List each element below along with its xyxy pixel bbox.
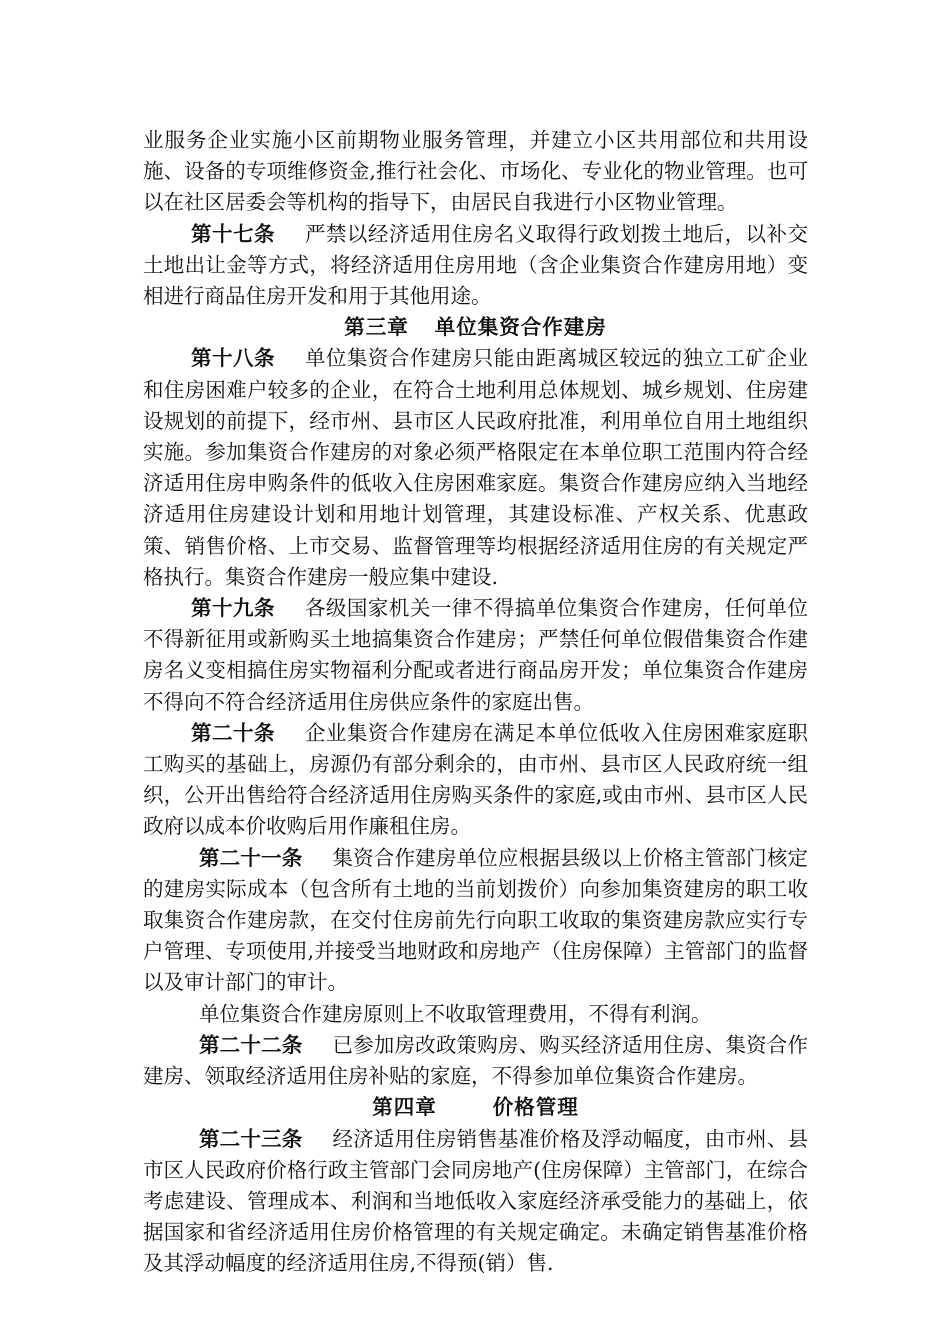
article-18-title: 第十八条 (191, 346, 275, 371)
article-18 (143, 343, 808, 593)
article-20-text: 企业集资合作建房在满足本单位低收入住房困难家庭职工购买的基础上，房源仍有部分剩余的，由市州、县市区人民政府统一组织，公开出售给符合经济适用住房购买条件的家庭,或由市州、县市区人民政府以成本价收购后用作廉租住房。 (143, 720, 809, 839)
article-20-title: 第二十条 (191, 720, 275, 745)
chapter-4-number: 第四章 (372, 1095, 437, 1120)
article-17-title: 第十七条 (191, 221, 275, 246)
article-20 (143, 718, 808, 843)
document-page (143, 125, 808, 1280)
chapter-3-number: 第三章 (344, 315, 409, 340)
article-19 (143, 593, 808, 718)
article-23-title: 第二十三条 (199, 1126, 303, 1151)
article-22-text: 已参加房改政策购房、购买经济适用住房、集资合作建房、领取经济适用住房补贴的家庭，不得参加单位集资合作建房。 (143, 1032, 809, 1089)
article-19-title: 第十九条 (191, 596, 275, 621)
chapter-4-title: 价格管理 (492, 1095, 579, 1120)
article-21-title: 第二十一条 (199, 845, 303, 870)
chapter-4-heading (143, 1092, 808, 1123)
article-23 (143, 1124, 808, 1280)
article-23-text: 经济适用住房销售基准价格及浮动幅度，由市州、县市区人民政府价格行政主管部门会同房地产(住房保障）主管部门，在综合考虑建设、管理成本、利润和当地低收入家庭经济承受能力的基础上，依据国家和省经济适用住房价格管理的有关规定确定。未确定销售基准价格及其浮动幅度的经济适用住房,不得预(销）售. (143, 1126, 809, 1276)
article-21-paragraph-2: 单位集资合作建房原则上不收取管理费用，不得有利润。 (199, 1001, 712, 1026)
article-17-text: 严禁以经济适用住房名义取得行政划拨土地后，以补交土地出让金等方式，将经济适用住房用地（含企业集资合作建房用地）变相进行商品住房开发和用于其他用途。 (143, 221, 809, 309)
article-22 (143, 1030, 808, 1092)
article-18-text: 单位集资合作建房只能由距离城区较远的独立工矿企业和住房困难户较多的企业，在符合土地利用总体规划、城乡规划、住房建设规划的前提下，经市州、县市区人民政府批准，利用单位自用土地组织实施。参加集资合作建房的对象必须严格限定在本单位职工范围内符合经济适用住房申购条件的低收入住房困难家庭。集资合作建房应纳入当地经济适用住房建设计划和用地计划管理，其建设标准、产权关系、优惠政策、销售价格、上市交易、监督管理等均根据经济适用住房的有关规定严格执行。集资合作建房一般应集中建设. (143, 346, 809, 589)
chapter-3-heading (143, 312, 808, 343)
article-17 (143, 219, 808, 313)
article-21 (143, 843, 808, 999)
chapter-3-title: 单位集资合作建房 (434, 315, 607, 340)
article-22-title: 第二十二条 (199, 1032, 303, 1057)
article-21-text: 集资合作建房单位应根据县级以上价格主管部门核定的建房实际成本（包含所有土地的当前划拨价）向参加集资建房的职工收取集资合作建房款，在交付住房前先行向职工收取的集资建房款应实行专户管理、专项使用,并接受当地财政和房地产（住房保障）主管部门的监督以及审计部门的审计。 (143, 845, 809, 995)
paragraph-continued: 业服务企业实施小区前期物业服务管理，并建立小区共用部位和共用设施、设备的专项维修资金,推行社会化、市场化、专业化的物业管理。也可以在社区居委会等机构的指导下，由居民自我进行小区物业管理。 (143, 128, 808, 215)
article-19-text: 各级国家机关一律不得搞单位集资合作建房，任何单位不得新征用或新购买土地搞集资合作建房；严禁任何单位假借集资合作建房名义变相搞住房实物福利分配或者进行商品房开发；单位集资合作建房不得向不符合经济适用住房供应条件的家庭出售。 (143, 596, 809, 714)
